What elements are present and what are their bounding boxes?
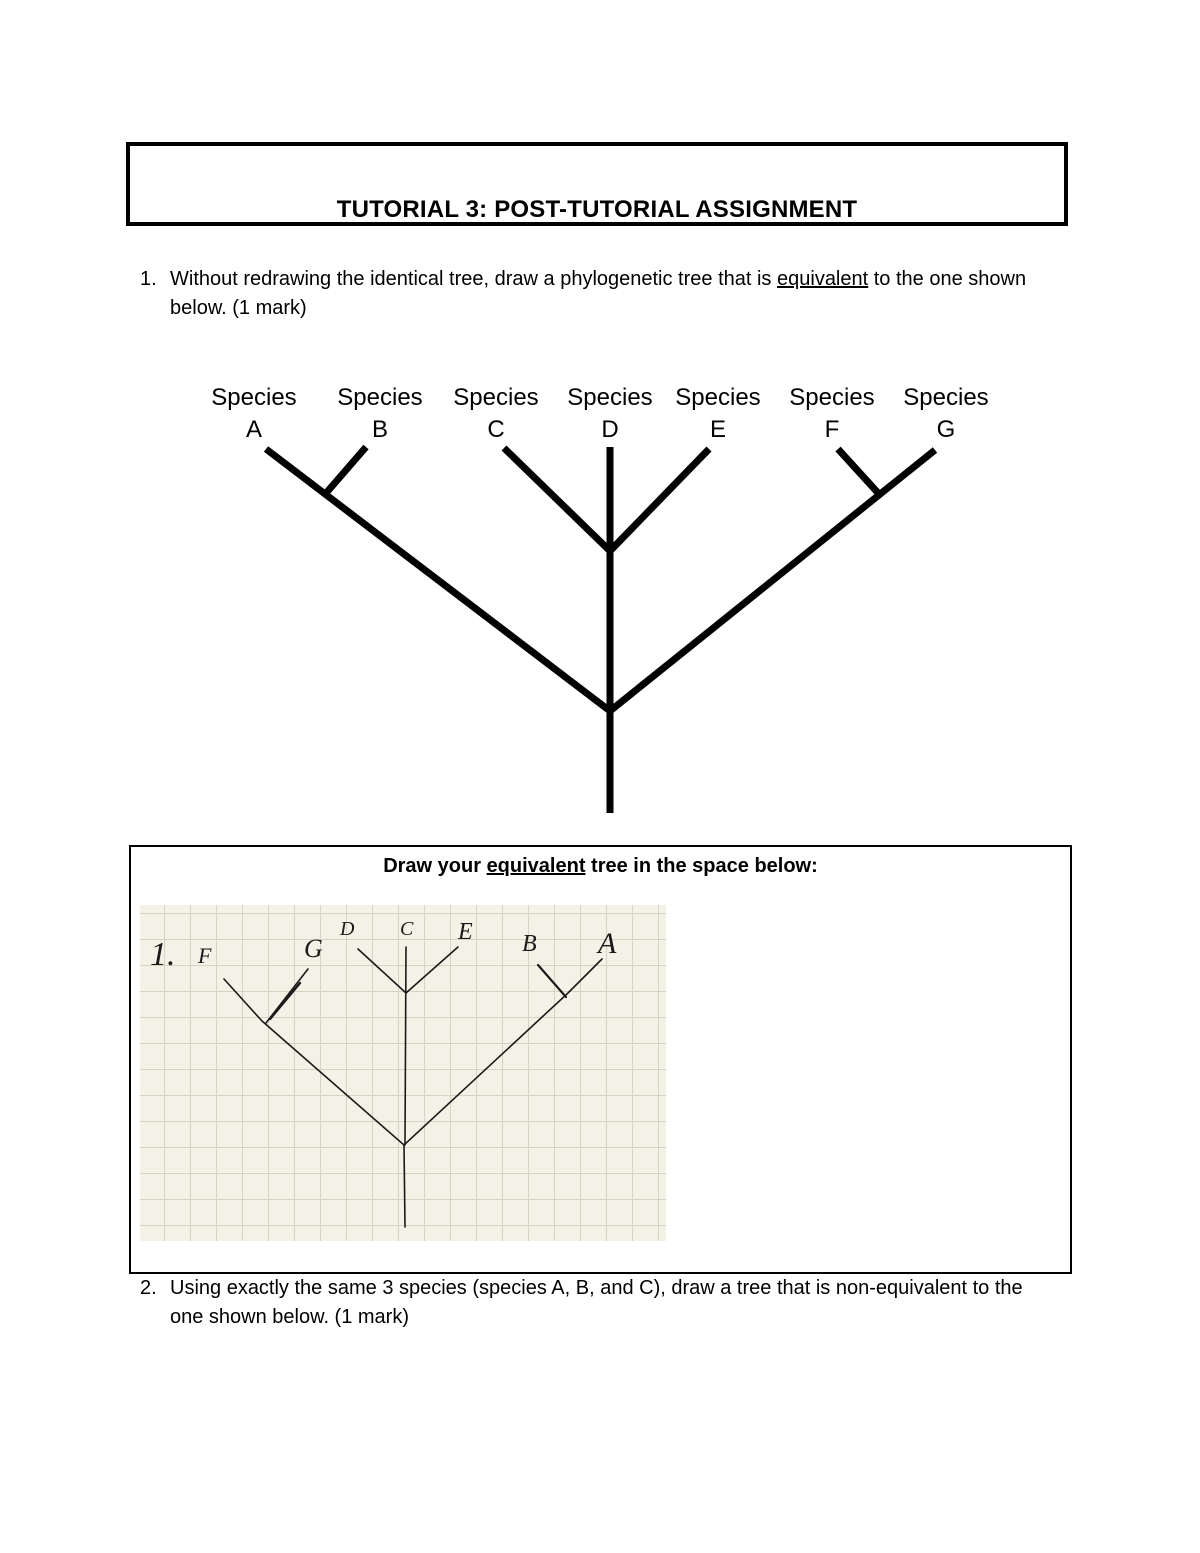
question-1-text: [170, 265, 1060, 323]
tip-label-d: Species: [567, 384, 653, 411]
title-box: [126, 142, 1068, 226]
question-2-text: Using exactly the same 3 species (species A, B, and C), draw a tree that is non-equivalent to the one shown below. (1 mark): [170, 1277, 1023, 1328]
question-1-text-after: to the one shown below. (1 mark): [170, 268, 1027, 319]
tree-branch-b: [327, 447, 366, 492]
tree-branch-f: [838, 449, 879, 494]
question-1-number: 1.: [140, 268, 157, 290]
tip-letter-a: A: [245, 416, 263, 443]
handwritten-tree: [140, 905, 666, 1241]
phylogenetic-tree: [200, 375, 1000, 820]
handwritten-answer-photo: [140, 905, 666, 1241]
tip-label-e: Species: [675, 384, 761, 411]
tip-letter-b: B: [371, 416, 389, 443]
hand-branch-f: [224, 979, 404, 1145]
hand-branch-e: [406, 947, 458, 993]
question-1-underlined: equivalent: [777, 268, 869, 290]
answer-box-title: [131, 855, 1070, 878]
hand-root-branch: [404, 1145, 405, 1227]
hand-label-d: D: [340, 918, 355, 940]
tip-letter-f: F: [824, 416, 840, 443]
tree-branch-e: [610, 449, 709, 551]
hand-number: 1.: [150, 936, 176, 973]
tip-letter-d: D: [601, 416, 619, 443]
hand-label-a: A: [598, 927, 617, 960]
page-title: TUTORIAL 3: POST-TUTORIAL ASSIGNMENT: [336, 196, 858, 223]
tip-letter-g: G: [936, 416, 956, 443]
tree-branch-fg: [610, 450, 935, 711]
answer-box-prefix: Draw your: [383, 855, 487, 877]
hand-label-f: F: [198, 943, 212, 968]
hand-label-c: C: [400, 918, 414, 940]
answer-box-suffix: tree in the space below:: [585, 855, 818, 877]
tip-label-c: Species: [453, 384, 539, 411]
hand-branch-a: [404, 959, 602, 1145]
question-2-number: 2.: [140, 1277, 157, 1299]
hand-branch-g-stroke: [270, 983, 300, 1019]
hand-branch-c: [405, 947, 406, 1145]
tree-branch-ab: [266, 449, 610, 711]
hand-label-e: E: [458, 919, 473, 945]
tip-letter-c: C: [487, 416, 505, 443]
hand-branch-b: [538, 965, 566, 997]
hand-branch-d: [358, 949, 406, 993]
answer-box-underlined: equivalent: [486, 855, 586, 877]
tip-label-g: Species: [903, 384, 989, 411]
hand-label-b: B: [522, 931, 537, 957]
tree-branch-c: [504, 448, 610, 551]
tip-letter-e: E: [709, 416, 727, 443]
hand-label-g: G: [304, 934, 323, 963]
tip-label-b: Species: [337, 384, 423, 411]
question-1-text-before: Without redrawing the identical tree, draw a phylogenetic tree that is: [170, 268, 777, 290]
tip-label-f: Species: [789, 384, 875, 411]
tip-label-a: Species: [211, 384, 297, 411]
